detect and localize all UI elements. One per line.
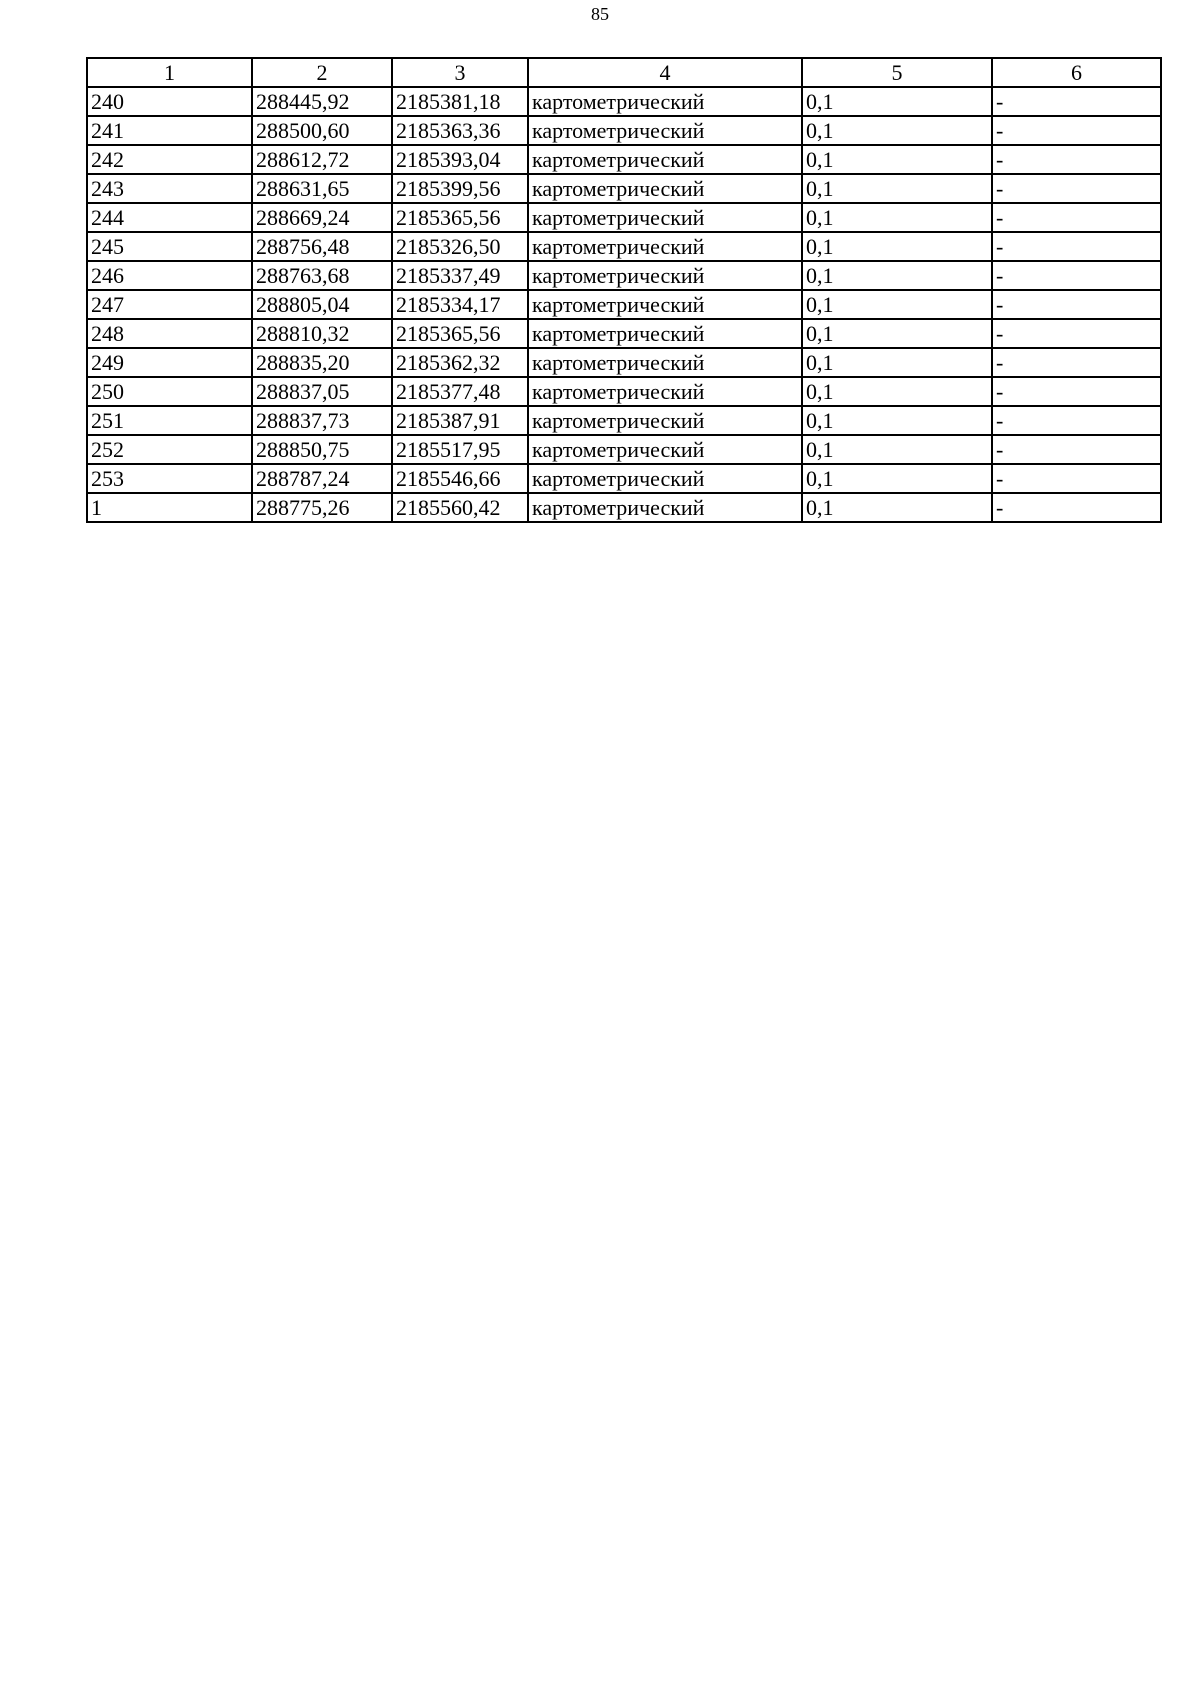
table-row — [87, 116, 1161, 145]
description-cell: - — [992, 174, 1161, 203]
point-number-cell: 252 — [87, 435, 252, 464]
accuracy-cell: 0,1 — [802, 145, 992, 174]
method-cell: картометрический — [528, 145, 802, 174]
y-coordinate-cell: 2185362,32 — [392, 348, 528, 377]
x-coordinate-cell: 288810,32 — [252, 319, 392, 348]
y-coordinate-cell: 2185546,66 — [392, 464, 528, 493]
x-coordinate-cell: 288445,92 — [252, 87, 392, 116]
method-cell: картометрический — [528, 406, 802, 435]
column-header: 5 — [802, 58, 992, 87]
y-coordinate-cell: 2185560,42 — [392, 493, 528, 522]
table-row — [87, 406, 1161, 435]
description-cell: - — [992, 319, 1161, 348]
x-coordinate-cell: 288669,24 — [252, 203, 392, 232]
accuracy-cell: 0,1 — [802, 435, 992, 464]
table-row — [87, 435, 1161, 464]
x-coordinate-cell: 288756,48 — [252, 232, 392, 261]
accuracy-cell: 0,1 — [802, 493, 992, 522]
point-number-cell: 240 — [87, 87, 252, 116]
table-row — [87, 261, 1161, 290]
description-cell: - — [992, 116, 1161, 145]
table-row — [87, 203, 1161, 232]
point-number-cell: 241 — [87, 116, 252, 145]
table-row — [87, 145, 1161, 174]
x-coordinate-cell: 288805,04 — [252, 290, 392, 319]
point-number-cell: 242 — [87, 145, 252, 174]
y-coordinate-cell: 2185393,04 — [392, 145, 528, 174]
table-row — [87, 319, 1161, 348]
method-cell: картометрический — [528, 435, 802, 464]
method-cell: картометрический — [528, 464, 802, 493]
point-number-cell: 244 — [87, 203, 252, 232]
description-cell: - — [992, 406, 1161, 435]
point-number-cell: 249 — [87, 348, 252, 377]
x-coordinate-cell: 288835,20 — [252, 348, 392, 377]
accuracy-cell: 0,1 — [802, 406, 992, 435]
description-cell: - — [992, 464, 1161, 493]
table-body — [87, 87, 1161, 522]
method-cell: картометрический — [528, 116, 802, 145]
x-coordinate-cell: 288837,05 — [252, 377, 392, 406]
y-coordinate-cell: 2185517,95 — [392, 435, 528, 464]
table-header-row — [87, 58, 1161, 87]
table-row — [87, 464, 1161, 493]
table-row — [87, 348, 1161, 377]
method-cell: картометрический — [528, 232, 802, 261]
y-coordinate-cell: 2185337,49 — [392, 261, 528, 290]
x-coordinate-cell: 288850,75 — [252, 435, 392, 464]
x-coordinate-cell: 288787,24 — [252, 464, 392, 493]
y-coordinate-cell: 2185363,36 — [392, 116, 528, 145]
y-coordinate-cell: 2185365,56 — [392, 319, 528, 348]
y-coordinate-cell: 2185334,17 — [392, 290, 528, 319]
method-cell: картометрический — [528, 290, 802, 319]
description-cell: - — [992, 87, 1161, 116]
accuracy-cell: 0,1 — [802, 203, 992, 232]
description-cell: - — [992, 493, 1161, 522]
description-cell: - — [992, 377, 1161, 406]
column-header: 4 — [528, 58, 802, 87]
x-coordinate-cell: 288763,68 — [252, 261, 392, 290]
table-row — [87, 290, 1161, 319]
method-cell: картометрический — [528, 174, 802, 203]
y-coordinate-cell: 2185326,50 — [392, 232, 528, 261]
x-coordinate-cell: 288775,26 — [252, 493, 392, 522]
description-cell: - — [992, 203, 1161, 232]
column-header: 2 — [252, 58, 392, 87]
accuracy-cell: 0,1 — [802, 319, 992, 348]
point-number-cell: 1 — [87, 493, 252, 522]
point-number-cell: 248 — [87, 319, 252, 348]
point-number-cell: 251 — [87, 406, 252, 435]
accuracy-cell: 0,1 — [802, 116, 992, 145]
accuracy-cell: 0,1 — [802, 232, 992, 261]
y-coordinate-cell: 2185381,18 — [392, 87, 528, 116]
table-row — [87, 174, 1161, 203]
table-row — [87, 377, 1161, 406]
description-cell: - — [992, 435, 1161, 464]
description-cell: - — [992, 232, 1161, 261]
coordinates-table — [86, 57, 1162, 523]
accuracy-cell: 0,1 — [802, 87, 992, 116]
table-row — [87, 232, 1161, 261]
accuracy-cell: 0,1 — [802, 174, 992, 203]
description-cell: - — [992, 348, 1161, 377]
description-cell: - — [992, 261, 1161, 290]
point-number-cell: 243 — [87, 174, 252, 203]
accuracy-cell: 0,1 — [802, 348, 992, 377]
accuracy-cell: 0,1 — [802, 464, 992, 493]
point-number-cell: 246 — [87, 261, 252, 290]
x-coordinate-cell: 288500,60 — [252, 116, 392, 145]
method-cell: картометрический — [528, 261, 802, 290]
y-coordinate-cell: 2185399,56 — [392, 174, 528, 203]
page-number: 85 — [591, 4, 609, 24]
description-cell: - — [992, 145, 1161, 174]
y-coordinate-cell: 2185387,91 — [392, 406, 528, 435]
point-number-cell: 253 — [87, 464, 252, 493]
column-header: 6 — [992, 58, 1161, 87]
method-cell: картометрический — [528, 493, 802, 522]
column-header: 1 — [87, 58, 252, 87]
accuracy-cell: 0,1 — [802, 290, 992, 319]
method-cell: картометрический — [528, 203, 802, 232]
point-number-cell: 247 — [87, 290, 252, 319]
x-coordinate-cell: 288612,72 — [252, 145, 392, 174]
method-cell: картометрический — [528, 377, 802, 406]
method-cell: картометрический — [528, 348, 802, 377]
accuracy-cell: 0,1 — [802, 261, 992, 290]
table-row — [87, 87, 1161, 116]
x-coordinate-cell: 288837,73 — [252, 406, 392, 435]
y-coordinate-cell: 2185365,56 — [392, 203, 528, 232]
column-header: 3 — [392, 58, 528, 87]
y-coordinate-cell: 2185377,48 — [392, 377, 528, 406]
table-row — [87, 493, 1161, 522]
point-number-cell: 245 — [87, 232, 252, 261]
method-cell: картометрический — [528, 319, 802, 348]
description-cell: - — [992, 290, 1161, 319]
accuracy-cell: 0,1 — [802, 377, 992, 406]
method-cell: картометрический — [528, 87, 802, 116]
x-coordinate-cell: 288631,65 — [252, 174, 392, 203]
point-number-cell: 250 — [87, 377, 252, 406]
